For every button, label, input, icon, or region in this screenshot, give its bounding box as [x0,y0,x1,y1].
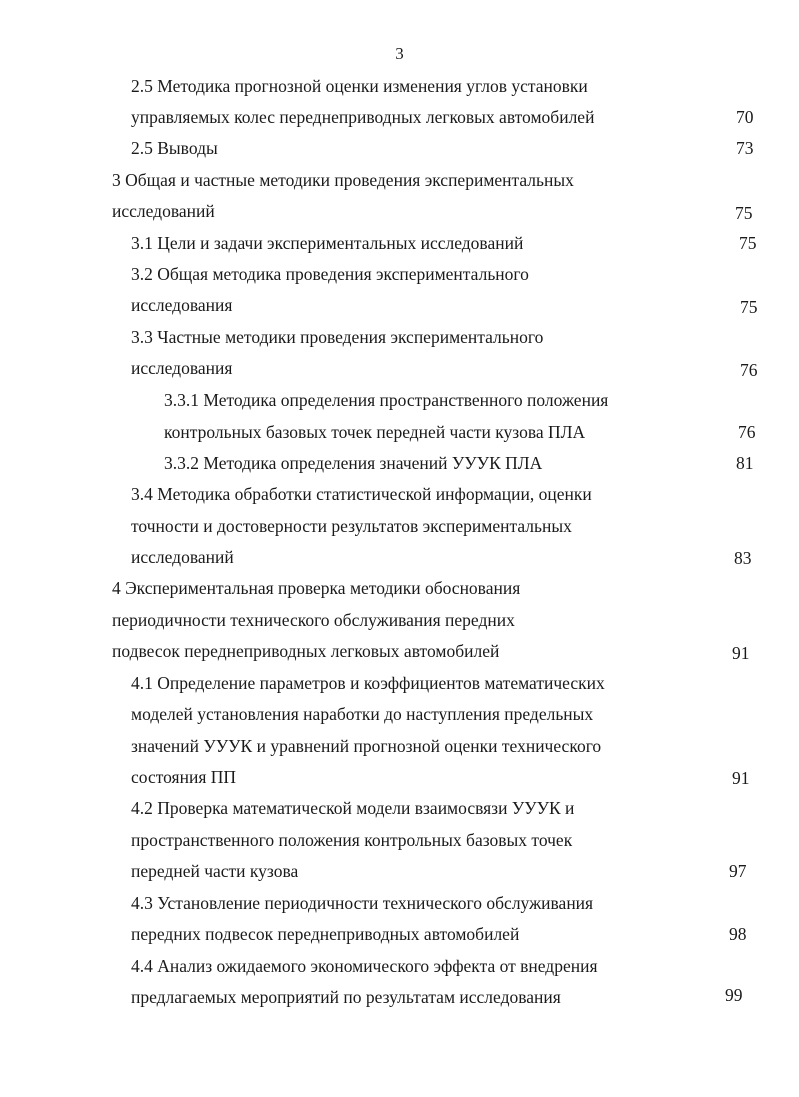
toc-entry-line: 3.1 Цели и задачи экспериментальных исследований [131,233,524,253]
toc-entry-line: исследования [131,358,233,378]
toc-entry-page: 76 [738,422,756,442]
toc-entry-line: 4 Экспериментальная проверка методики обоснования [112,578,521,598]
toc-entry-page: 75 [740,297,758,317]
toc-entry-page: 97 [729,861,747,881]
toc-entry-page: 98 [729,924,747,944]
toc-entry-line: пространственного положения контрольных базовых точек [131,830,573,850]
toc-entry-line: исследований [112,201,215,221]
toc-entry-page: 99 [725,985,743,1005]
toc-entry-line: подвесок переднеприводных легковых автомобилей [112,641,500,661]
toc-entry-line: 2.5 Методика прогнозной оценки изменения углов установки [131,76,588,96]
toc-entry-line: предлагаемых мероприятий по результатам исследования [131,987,561,1007]
toc-entry-line: значений УУУК и уравнений прогнозной оценки технического [131,736,602,756]
toc-entry-line: 3.4 Методика обработки статистической информации, оценки [131,484,592,504]
toc-entry-line: 3.3.2 Методика определения значений УУУК ПЛА [164,453,543,473]
toc-entry-line: 3.3.1 Методика определения пространственного положения [164,390,609,410]
toc-entry-line: 3.3 Частные методики проведения экспериментального [131,327,544,347]
toc-entry-line: исследования [131,295,233,315]
toc-entry-line: 4.1 Определение параметров и коэффициентов математических [131,673,605,693]
toc-entry-page: 70 [736,107,754,127]
toc-entry-line: контрольных базовых точек передней части кузова ПЛА [164,422,586,442]
toc-entry-page: 75 [735,203,753,223]
toc-entry-page: 83 [734,548,752,568]
toc-entry-line: исследований [131,547,234,567]
toc-entry-page: 91 [732,643,750,663]
toc-entry-page: 76 [740,360,758,380]
toc-entry-page: 73 [736,138,754,158]
toc-entry-line: периодичности технического обслуживания передних [112,610,515,630]
toc-entry-page: 91 [732,768,750,788]
toc-entry-line: управляемых колес переднеприводных легковых автомобилей [131,107,595,127]
toc-entry-line: моделей установления наработки до наступления предельных [131,704,594,724]
page-number: 3 [395,44,404,63]
toc-entry-page: 81 [736,453,754,473]
toc-entry-line: 2.5 Выводы [131,138,218,158]
toc-entry-line: точности и достоверности результатов экспериментальных [131,516,572,536]
toc-entry-line: 4.4 Анализ ожидаемого экономического эффекта от внедрения [131,956,598,976]
toc-entry-line: передней части кузова [131,861,299,881]
toc-entry-line: состояния ПП [131,767,237,787]
toc-entry-line: 4.3 Установление периодичности технического обслуживания [131,893,594,913]
toc-entry-line: 4.2 Проверка математической модели взаимосвязи УУУК и [131,798,575,818]
toc-entry-line: передних подвесок переднеприводных автомобилей [131,924,520,944]
toc-entry-line: 3.2 Общая методика проведения экспериментального [131,264,529,284]
toc-entry-page: 75 [739,233,757,253]
toc-entry-line: 3 Общая и частные методики проведения экспериментальных [112,170,574,190]
